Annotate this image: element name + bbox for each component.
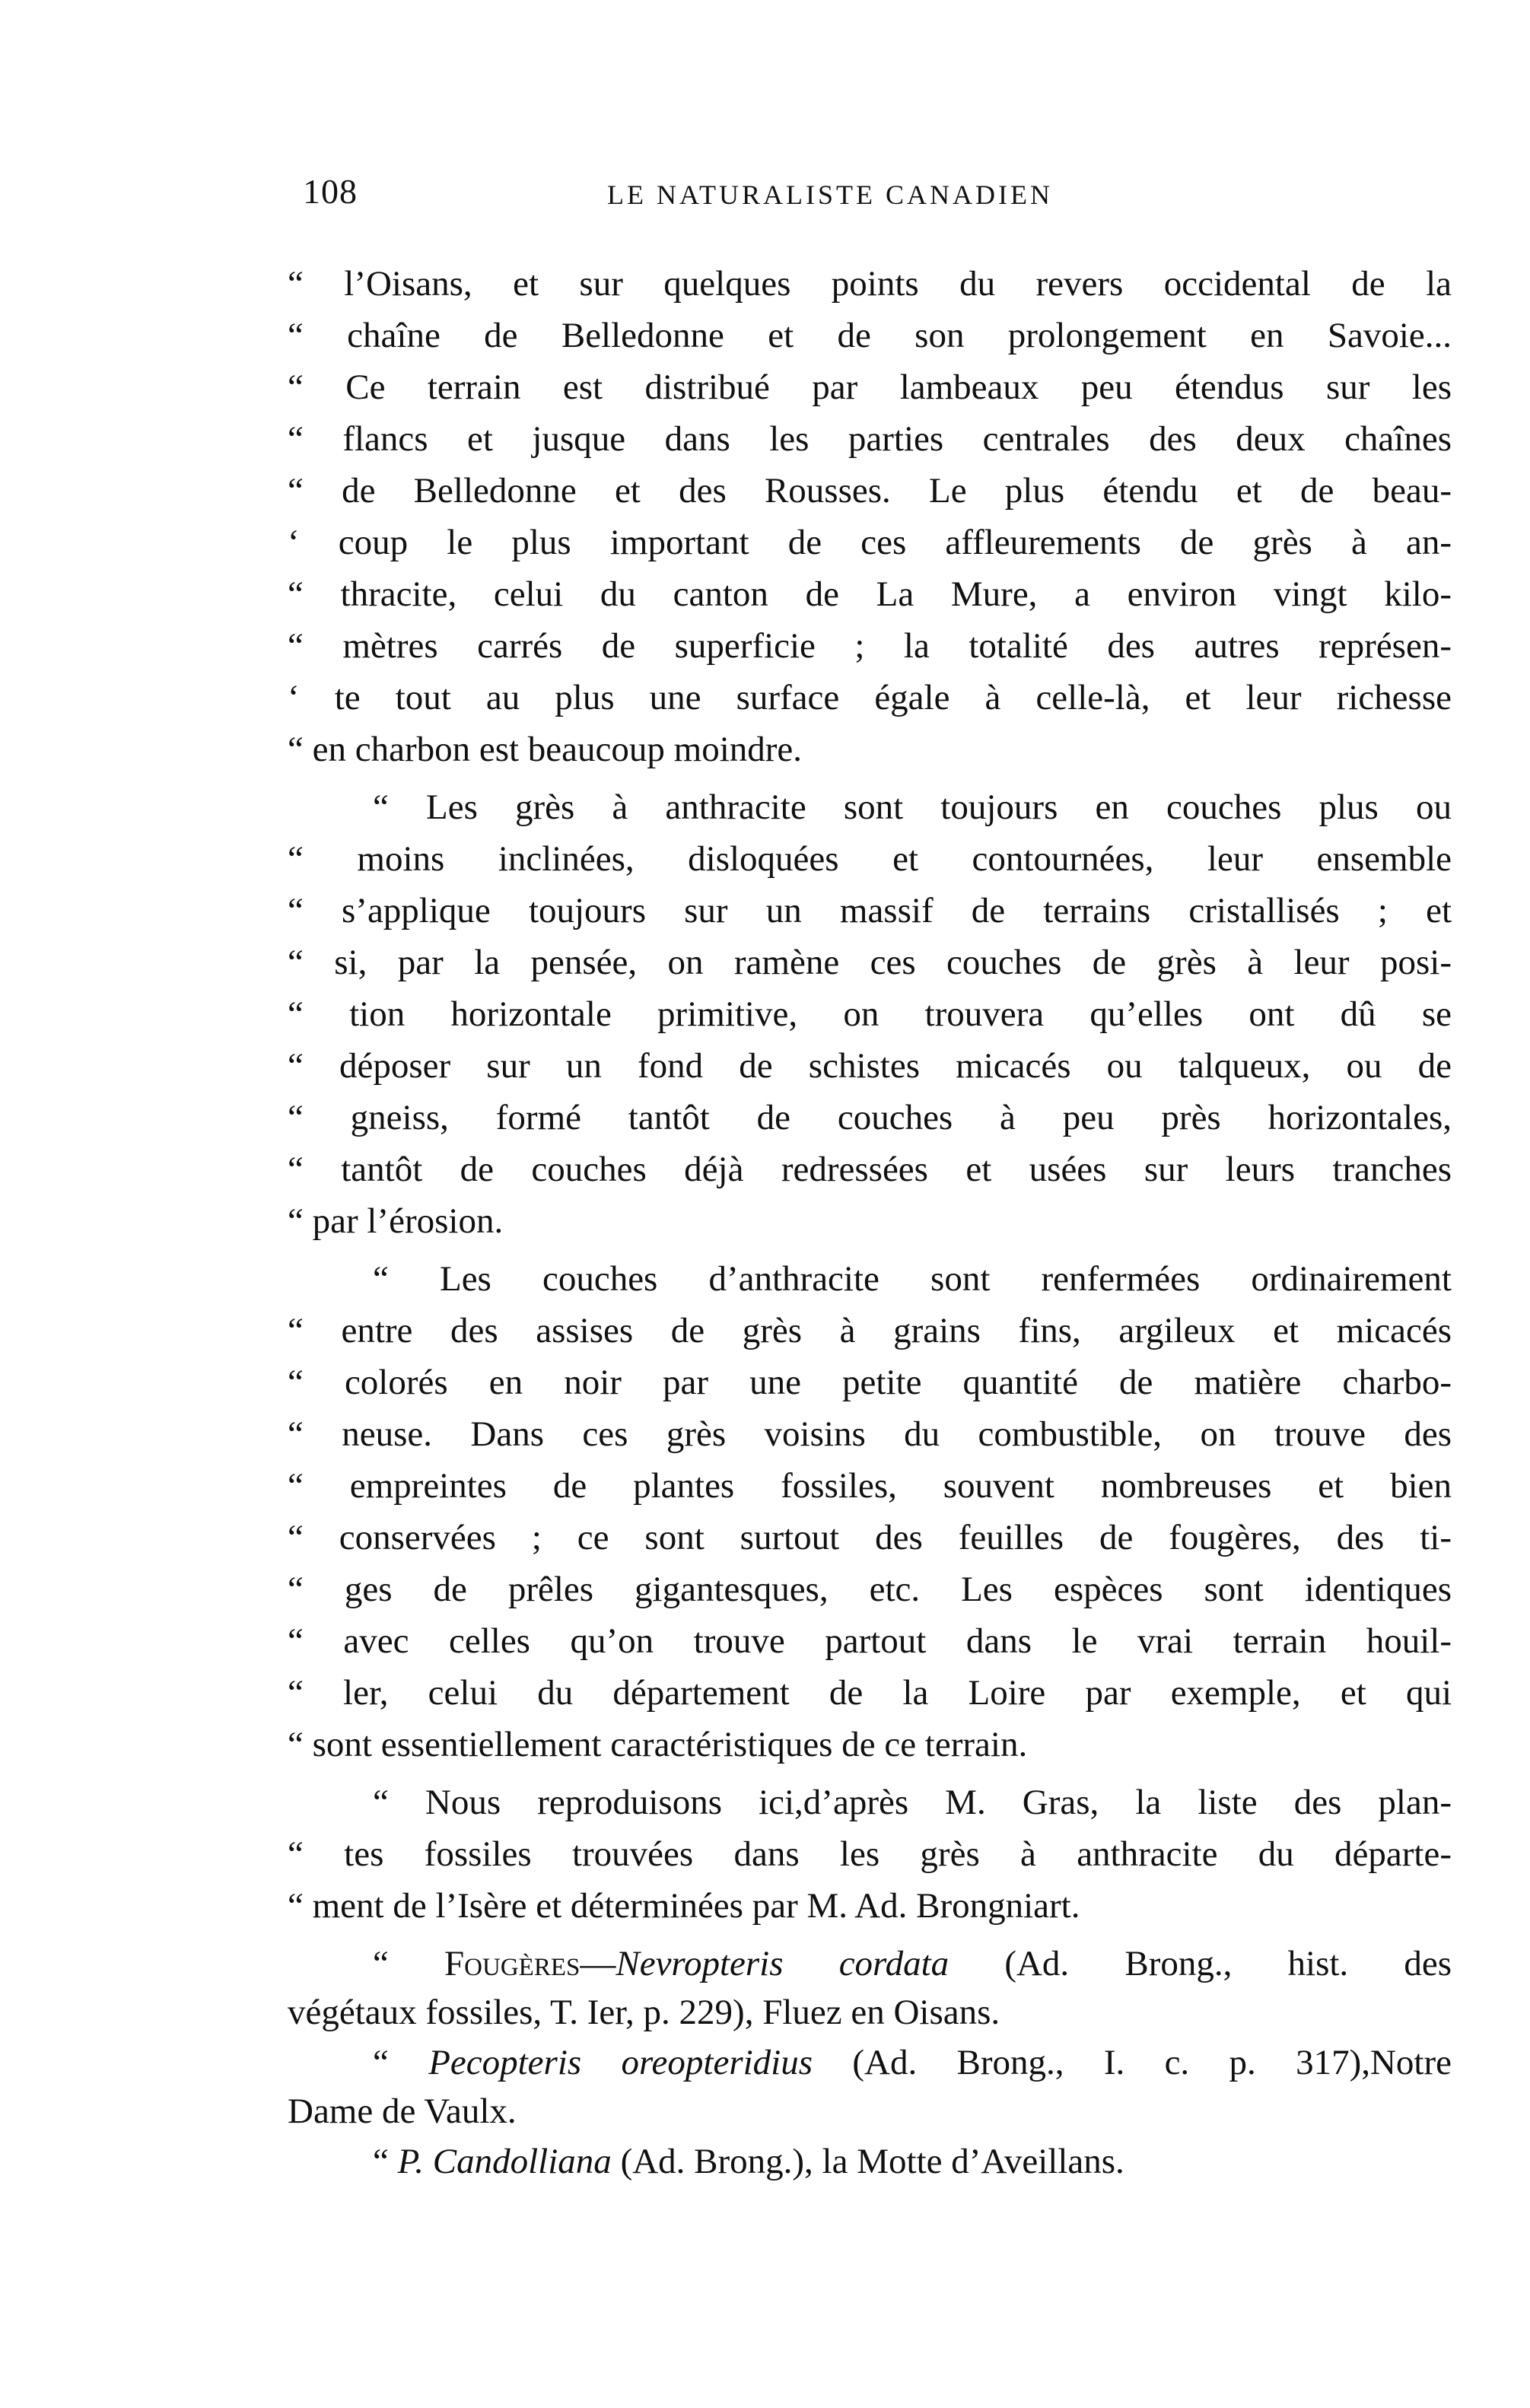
page-header [303,171,1452,224]
section-label: Fougères [444,1944,581,1983]
text-line: “ l’Oisans, et sur quelques points du revers occidental de la [288,264,1452,304]
species-reference: (Ad. Brong.), la Motte d’Aveillans. [611,2142,1124,2181]
text-line: “ de Belledonne et des Rousses. Le plus étendu et de beau- [288,471,1452,511]
quote-mark: “ [373,2043,429,2082]
species-entry-candolliana [373,2136,1452,2187]
text-line: “ tantôt de couches déjà redressées et usées sur leurs tranches [288,1150,1452,1189]
text-line: “ ment de l’Isère et déterminées par M. Ad. Brongniart. [288,1886,1080,1926]
species-name: P. Candolliana [397,2142,612,2181]
species-entry-nevropteris [373,1939,1452,1989]
text-line: “ chaîne de Belledonne et de son prolongement en Savoie... [288,316,1452,355]
text-line: “ Les grès à anthracite sont toujours en couches plus ou [373,787,1452,827]
text-line: “ s’applique toujours sur un massif de terrains cristallisés ; et [288,891,1452,930]
text-line: “ si, par la pensée, on ramène ces couches de grès à leur posi- [288,943,1452,982]
text-line: Dame de Vaulx. [288,2091,517,2131]
running-head: LE NATURALISTE CANADIEN [607,180,1053,210]
text-line: “ déposer sur un fond de schistes micacés ou talqueux, ou de [288,1046,1452,1086]
text-line: “ par l’érosion. [288,1201,504,1241]
text-line: “ sont essentiellement caractéristiques de ce terrain. [288,1725,1028,1764]
text-line: “ mètres carrés de superficie ; la totalité des autres représen- [288,626,1452,666]
text-line: “ thracite, celui du canton de La Mure, a environ vingt kilo- [288,574,1452,614]
text-line: “ colorés en noir par une petite quantité de matière charbo- [288,1363,1452,1402]
text-line: “ moins inclinées, disloquées et contournées, leur ensemble [288,839,1452,879]
text-line: “ Nous reproduisons ici,d’après M. Gras, la liste des plan- [373,1783,1452,1822]
text-line: “ tes fossiles trouvées dans les grès à anthracite du départe- [288,1834,1452,1874]
species-reference: (Ad. Brong., hist. des [949,1944,1452,1983]
species-reference: (Ad. Brong., I. c. p. 317),Notre [813,2043,1452,2082]
text-line: “ gneiss, formé tantôt de couches à peu près horizontales, [288,1098,1452,1137]
text-line: “ conservées ; ce sont surtout des feuilles de fougères, des ti- [288,1518,1452,1557]
quote-mark: “ [373,2142,398,2181]
text-line: végétaux fossiles, T. Ier, p. 229), Fluez en Oisans. [288,1993,1000,2032]
text-line: “ empreintes de plantes fossiles, souvent nombreuses et bien [288,1466,1452,1506]
text-line: “ flancs et jusque dans les parties centrales des deux chaînes [288,419,1452,459]
text-line: “ ler, celui du département de la Loire par exemple, et qui [288,1673,1452,1713]
species-entry-pecopteris [373,2037,1452,2088]
dash: — [580,1944,616,1983]
species-name: Nevropteris cordata [615,1944,949,1983]
text-line: “ entre des assises de grès à grains fins, argileux et micacés [288,1311,1452,1350]
text-line: “ avec celles qu’on trouve partout dans le vrai terrain houil- [288,1621,1452,1661]
quote-mark: “ [373,1944,445,1983]
text-line: “ Les couches d’anthracite sont renfermées ordinairement [373,1259,1452,1299]
text-line: “ en charbon est beaucoup moindre. [288,730,803,769]
text-line: “ tion horizontale primitive, on trouvera qu’elles ont dû se [288,994,1452,1034]
text-line: ‘ coup le plus important de ces affleurements de grès à an- [288,523,1452,562]
page-number: 108 [303,172,358,211]
text-line: “ ges de prêles gigantesques, etc. Les espèces sont identiques [288,1570,1452,1609]
species-name: Pecopteris oreopteridius [428,2043,813,2082]
text-line: “ Ce terrain est distribué par lambeaux peu étendus sur les [288,367,1452,407]
text-line: ‘ te tout au plus une surface égale à celle-là, et leur richesse [288,678,1452,717]
text-line: “ neuse. Dans ces grès voisins du combustible, on trouve des [288,1414,1452,1454]
